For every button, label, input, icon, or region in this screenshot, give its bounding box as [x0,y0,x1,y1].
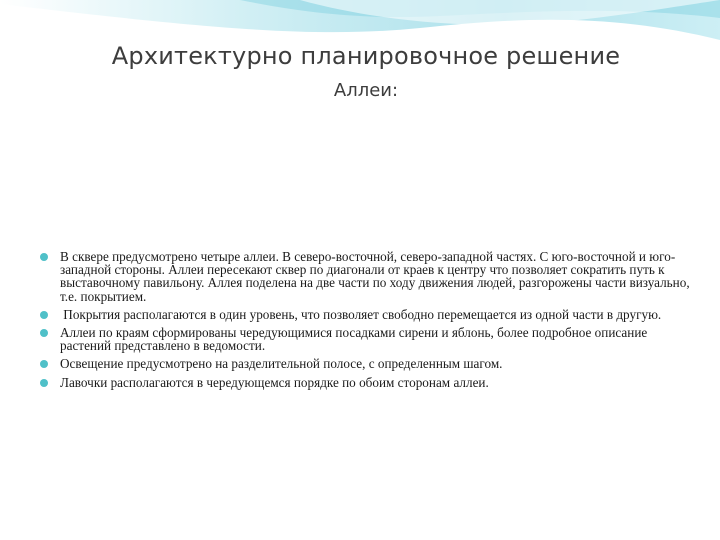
bullet-text: Лавочки располагаются в чередующемся порядке по обоим сторонам аллеи. [60,374,489,390]
bullet-list [40,250,690,389]
teal-dot-icon [40,360,48,368]
teal-dot-icon [40,329,48,337]
bullet-item [40,308,690,321]
bullet-item [40,250,690,303]
teal-dot-icon [40,379,48,387]
teal-dot-icon [40,253,48,261]
bullet-text: Аллеи по краям сформированы чередующимися посадками сирени и яблонь, более подробное описание растений представлено в ведомости. [60,325,648,354]
bullet-text: Покрытия располагаются в один уровень, что позволяет свободно перемещается из одной части в другую. [60,306,662,322]
bullet-item [40,376,690,389]
bullet-item [40,357,690,370]
teal-dot-icon [40,311,48,319]
slide-subtitle: Аллеи: [333,80,399,101]
bullet-item [40,326,690,352]
bullet-text: В сквере предусмотрено четыре аллеи. В северо-восточной, северо-западной частях. С юго-восточной и юго-западной стороны. Аллеи пересекают сквер по диагонали от краев к центру что позволяет сократить путь к выставочному павильону. Аллея поделена на две части по ходу движения людей, разгорожены части визуально, т.е. покрытием. [60,249,690,304]
bullet-text: Освещение предусмотрено на разделительной полосе, с определенным шагом. [60,356,503,372]
slide-title: Архитектурно планировочное решение [111,42,621,70]
